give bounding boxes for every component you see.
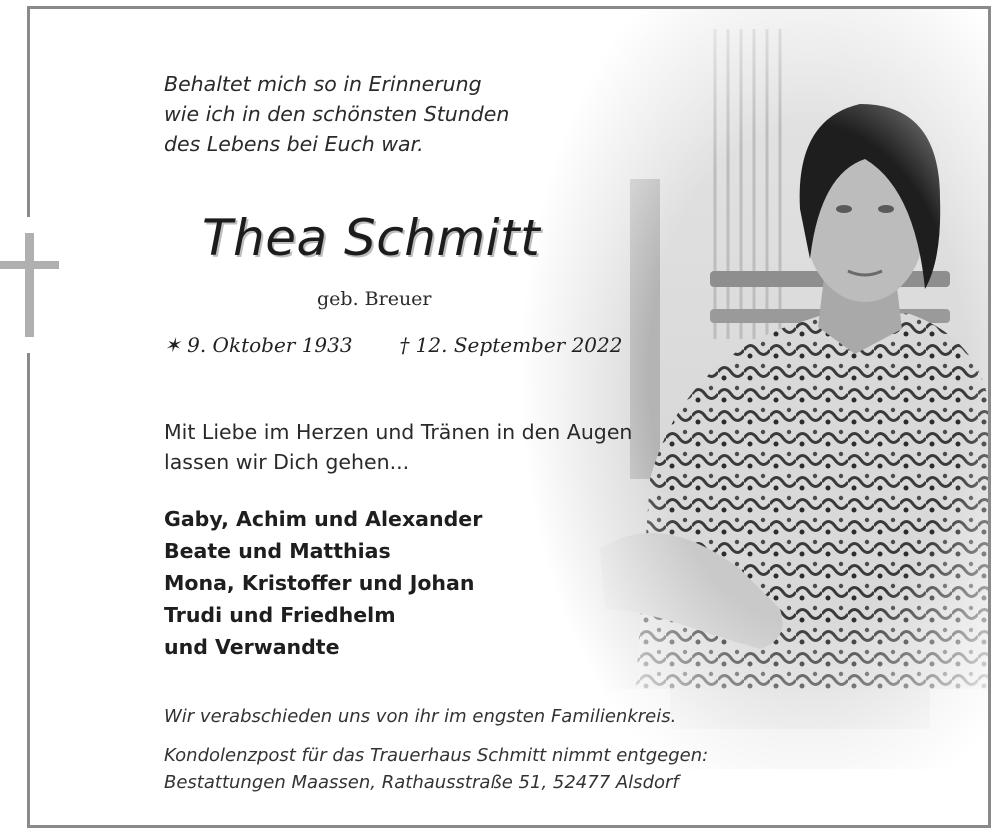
portrait-photo	[510, 9, 990, 769]
maiden-name: geb. Breuer	[317, 288, 432, 310]
condolence-line: Bestattungen Maassen, Rathausstraße 51, 52477 Alsdorf	[164, 772, 679, 793]
family-member: und Verwandte	[164, 635, 340, 659]
cross-icon	[0, 217, 60, 353]
deceased-name: Thea Schmitt	[202, 209, 541, 267]
verse	[164, 69, 509, 159]
obituary-frame	[27, 6, 991, 828]
verse-line: des Lebens bei Euch war.	[164, 132, 424, 156]
death-date: † 12. September 2022	[399, 333, 623, 357]
farewell-line: lassen wir Dich gehen...	[164, 450, 410, 474]
family-list	[164, 503, 482, 663]
verse-line: Behaltet mich so in Erinnerung	[164, 72, 482, 96]
condolence-info	[164, 742, 708, 796]
life-dates	[164, 333, 622, 357]
family-member: Beate und Matthias	[164, 539, 391, 563]
farewell-line: Mit Liebe im Herzen und Tränen in den Augen	[164, 420, 633, 444]
private-funeral-notice: Wir verabschieden uns von ihr im engsten Familienkreis.	[164, 706, 677, 727]
verse-line: wie ich in den schönsten Stunden	[164, 102, 510, 126]
birth-date: ✶ 9. Oktober 1933	[164, 333, 353, 357]
condolence-line: Kondolenzpost für das Trauerhaus Schmitt nimmt entgegen:	[164, 745, 709, 766]
family-member: Gaby, Achim und Alexander	[164, 507, 483, 531]
family-member: Mona, Kristoffer und Johan	[164, 571, 475, 595]
family-member: Trudi und Friedhelm	[164, 603, 396, 627]
farewell-text	[164, 417, 632, 477]
